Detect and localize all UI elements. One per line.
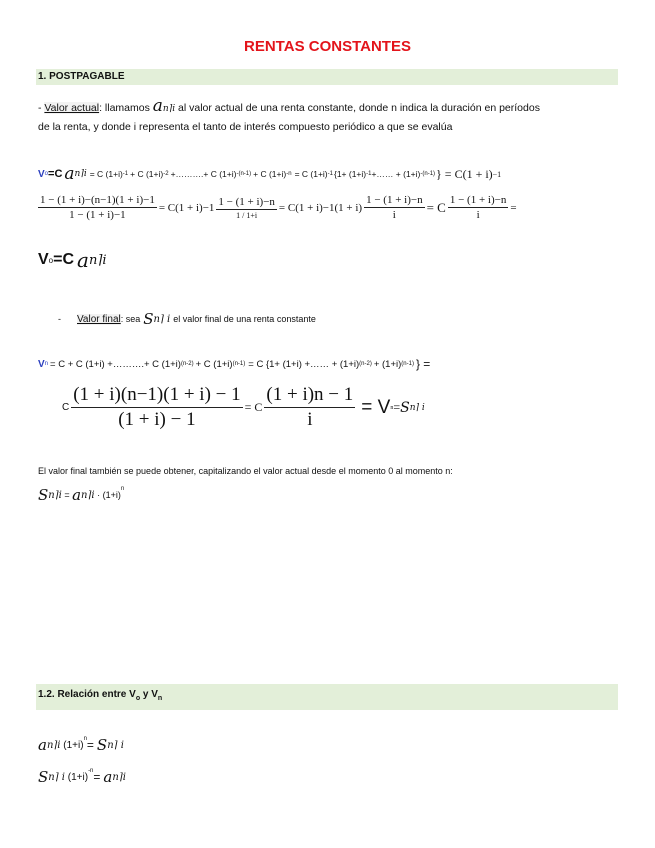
- symbol-a: a: [103, 768, 113, 786]
- symbol-sub: n⌉ i: [48, 771, 65, 783]
- eq-part: =C: [53, 251, 75, 268]
- symbol-a: a: [64, 164, 75, 184]
- v-sub: o: [135, 695, 141, 702]
- fraction-2: [264, 384, 355, 431]
- paragraph-valor-final: [58, 310, 316, 328]
- equation-vn-fractions: [62, 384, 425, 431]
- fraction-2: [216, 196, 277, 220]
- eq-part: {1+ (1+i): [333, 169, 367, 179]
- symbol-s: S: [96, 736, 108, 754]
- v-sub: n: [390, 404, 394, 411]
- eq-part: = C(1 + i)−1: [158, 201, 215, 214]
- v-sub: o: [44, 171, 49, 177]
- eq-part: } =: [415, 357, 431, 371]
- v-sub: n: [44, 361, 49, 367]
- fraction-3: [364, 194, 425, 221]
- text: al valor actual de una renta constante, donde n indica la duración en períodos: [178, 102, 540, 114]
- v-symbol: V: [38, 168, 45, 180]
- exp: −1: [492, 169, 502, 179]
- v-symbol: V: [38, 358, 45, 370]
- section-heading-postpagable: 1. POSTPAGABLE: [36, 69, 618, 85]
- eq-part: · (1+i): [94, 490, 121, 500]
- symbol-sub: n⌉i: [48, 489, 62, 501]
- exp: -(n-1): [236, 171, 252, 177]
- symbol-s: S: [38, 768, 49, 786]
- eq-part: = C {1+ (1+i) +…… + (1+i): [248, 358, 360, 370]
- v-sub: n: [157, 695, 163, 702]
- page-title: RENTAS CONSTANTES: [244, 38, 411, 55]
- denominator: (1 + i) − 1: [118, 409, 196, 430]
- fraction-1: [38, 194, 157, 221]
- symbol-sub: n⌉i: [74, 169, 87, 179]
- eq-part: =: [393, 400, 401, 414]
- equation-relation-1: [38, 736, 124, 754]
- symbol-s: S: [143, 310, 154, 328]
- numerator: 1 − (1 + i)−n: [449, 194, 507, 206]
- eq-part: = C (1+i): [89, 169, 123, 179]
- eq-part: =: [86, 738, 94, 752]
- eq-part: (1+i): [60, 739, 84, 751]
- symbol-sub: n⌉ i: [107, 739, 124, 751]
- section-heading-relacion: [36, 684, 618, 710]
- eq-part: = C: [244, 400, 263, 414]
- eq-part: + C (1+i): [195, 358, 233, 370]
- symbol-sub: n⌉i: [88, 252, 107, 268]
- fraction-4: [448, 194, 509, 221]
- heading-text: y V: [140, 689, 158, 700]
- eq-part: = C (1+i): [294, 169, 328, 179]
- exp: -1: [122, 171, 129, 177]
- eq-part: = C(1 + i)−1(1 + i): [278, 201, 363, 214]
- exp: -(n-1): [420, 171, 436, 177]
- eq-part: + C (1+i): [130, 169, 164, 179]
- exp: -n: [286, 171, 292, 177]
- eq-part: (1+i): [65, 771, 89, 783]
- denominator: i: [307, 409, 313, 430]
- text: : llamamos: [99, 102, 150, 114]
- exp: n: [83, 736, 87, 742]
- list-dash: -: [58, 314, 61, 324]
- equation-vn-sum: [38, 357, 430, 371]
- eq-part: + C (1+i): [253, 169, 287, 179]
- exp: (n-1): [401, 361, 414, 367]
- text: el valor final de una renta constante: [173, 314, 316, 324]
- eq-part: = C: [426, 199, 446, 215]
- text: : sea: [120, 314, 141, 324]
- eq-part: =C: [48, 168, 63, 180]
- equation-sn-an: [38, 486, 124, 504]
- symbol-a: a: [152, 96, 163, 116]
- numerator: (1 + i)(n−1)(1 + i) − 1: [71, 384, 242, 408]
- eq-part: +……….+ C (1+i): [170, 169, 237, 179]
- exp: (n-1): [232, 361, 246, 367]
- numerator: (1 + i)n − 1: [264, 384, 355, 408]
- symbol-s: S: [38, 486, 49, 504]
- term-valor-actual: Valor actual: [44, 102, 100, 114]
- symbol-s: S: [400, 399, 410, 416]
- equation-vo-sum: [38, 164, 501, 184]
- v-symbol: V: [38, 251, 49, 268]
- equation-derivation: [36, 194, 517, 221]
- eq-part: } = C(1 + i): [436, 166, 493, 181]
- numerator: 1 − (1 + i)−(n−1)(1 + i)−1: [40, 194, 155, 206]
- paragraph-valor-actual: [38, 97, 612, 136]
- equation-relation-2: [38, 768, 126, 786]
- exp: n: [120, 486, 125, 492]
- denominator: 1 / 1+i: [236, 210, 258, 220]
- eq-part: = V: [361, 396, 391, 418]
- eq-part: +…… + (1+i): [371, 169, 421, 179]
- denominator: i: [392, 209, 396, 221]
- symbol-sub: n⌉ i: [153, 313, 171, 325]
- list-dash: -: [38, 102, 42, 114]
- exp: -2: [163, 171, 169, 177]
- paragraph-capitalizacion: El valor final también se puede obtener, capitalizando el valor actual desde el momento 0 al momento n:: [38, 466, 453, 476]
- symbol-sub: n⌉i: [81, 489, 95, 501]
- fraction-1: [71, 384, 242, 431]
- eq-part: =: [510, 201, 517, 214]
- symbol-sub: n⌉ i: [409, 402, 425, 413]
- symbol-a: a: [72, 486, 82, 504]
- symbol-a: a: [38, 736, 47, 754]
- denominator: i: [476, 209, 480, 221]
- text: de la renta, y donde i representa el tanto de interés compuesto periódico a que se evalúa: [38, 121, 453, 133]
- denominator: 1 − (1 + i)−1: [69, 209, 126, 221]
- symbol-a: a: [77, 248, 89, 272]
- eq-part: =: [61, 490, 73, 500]
- numerator: 1 − (1 + i)−n: [218, 195, 275, 208]
- numerator: 1 − (1 + i)−n: [366, 194, 423, 206]
- symbol-sub: n⌉i: [46, 739, 61, 751]
- symbol-sub: n⌉i: [112, 771, 126, 783]
- equation-vo-result: [38, 248, 107, 272]
- exp: -1: [327, 171, 333, 177]
- eq-part: + (1+i): [373, 358, 402, 370]
- term-valor-final: Valor final: [77, 313, 121, 325]
- symbol-sub: n⌉i: [162, 104, 176, 114]
- v-sub: o: [48, 255, 54, 265]
- eq-part: C: [62, 402, 70, 413]
- exp: -n: [88, 768, 94, 774]
- exp: -1: [366, 171, 372, 177]
- eq-part: = C + C (1+i) +……….+ C (1+i): [50, 358, 181, 370]
- heading-text: 1.2. Relación entre V: [38, 689, 136, 700]
- eq-part: =: [93, 770, 101, 784]
- exp: (n-2): [359, 361, 372, 367]
- exp: (n-2): [180, 361, 194, 367]
